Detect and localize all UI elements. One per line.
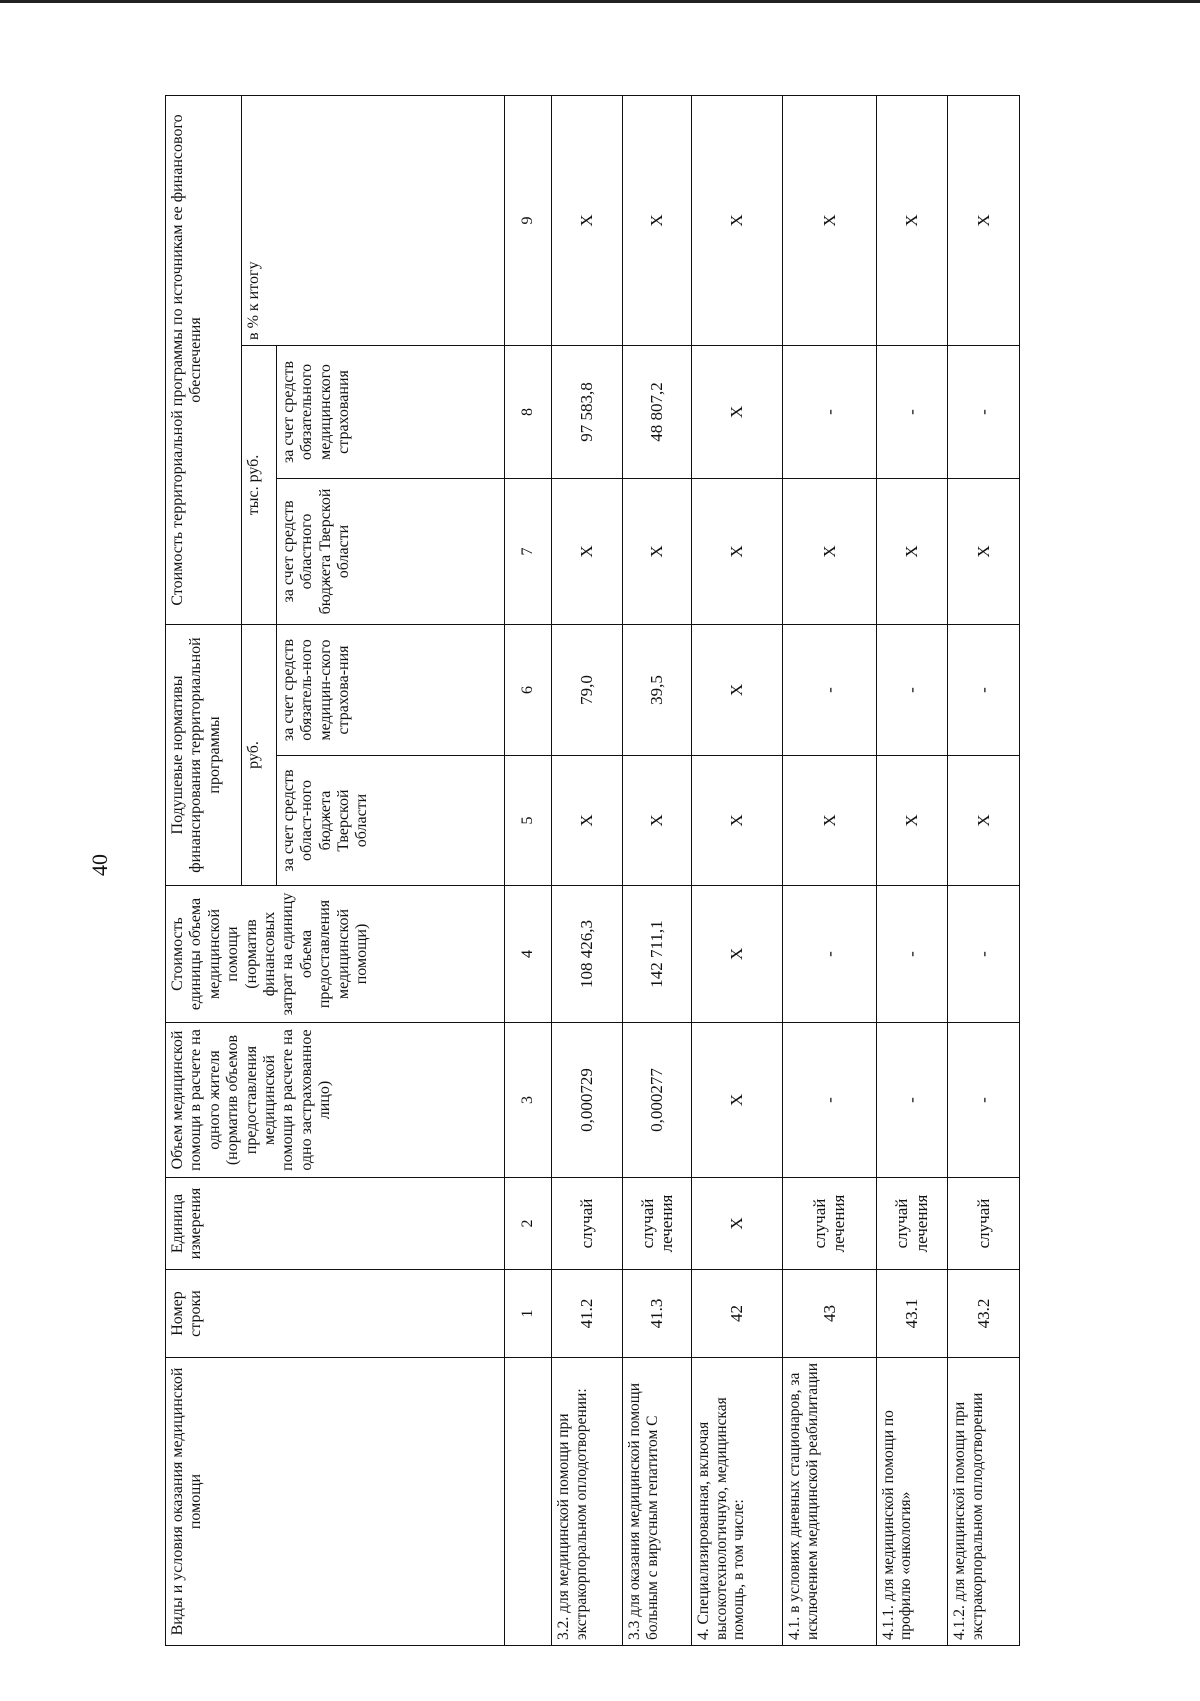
row-name: 3.3 для оказания медицинской помощи больным с вирусным гепатитом С [623,1358,691,1646]
row-number-cell: 41.2 [551,1270,623,1358]
header-percent: в % к итогу [242,95,505,345]
header-prog-oms: за счет средств обязательного медицинского страхования [276,345,504,478]
header-podush-oms: за счет средств обязатель-ного медицин-ского страхова-ния [276,624,504,755]
header-podush-obl: за счет средств област-ного бюджета Тверской области [276,756,504,886]
header-rub: руб. [242,624,277,885]
volume-cell: X [691,1023,782,1178]
per-capita-oms-cell: - [783,624,876,755]
column-number: 2 [504,1178,551,1270]
per-capita-budget-cell: X [783,756,876,886]
header-prog-obl: за счет средств областного бюджета Тверской области [276,478,504,624]
unit-cell: случай лечения [783,1178,876,1270]
per-capita-oms-cell: - [948,624,1020,755]
header-obem: Объем медицинской помощи в расчете на одного жителя (норматив объемов предоставления медицинской помощи в расчете на одно застрахованное лицо) [166,1023,505,1178]
row-name: 3.2. для медицинской помощи при экстракорпоральном оплодотворении: [551,1358,623,1646]
unit-cost-cell: - [783,886,876,1023]
unit-cost-cell: - [948,886,1020,1023]
column-number: 5 [504,756,551,886]
row-number-cell: 41.3 [623,1270,691,1358]
table-row [551,95,623,1645]
unit-cell: случай [551,1178,623,1270]
header-edinica: Единица измерения [166,1178,505,1270]
column-number: 3 [504,1023,551,1178]
per-capita-budget-cell: X [876,756,948,886]
program-oms-cell: - [948,345,1020,478]
percent-cell: X [551,95,623,345]
per-capita-oms-cell: X [691,624,782,755]
unit-cost-cell: - [876,886,948,1023]
per-capita-budget-cell: X [691,756,782,886]
program-budget-cell: X [876,478,948,624]
volume-cell: 0,000277 [623,1023,691,1178]
program-budget-cell: X [948,478,1020,624]
header-podushevye: Подушевые нормативы финансирования территориальной программы [166,624,242,885]
per-capita-budget-cell: X [948,756,1020,886]
percent-cell: X [623,95,691,345]
column-number: 6 [504,624,551,755]
row-name: 4.1.1. для медицинской помощи по профилю «онкология» [876,1358,948,1646]
header-stoimost-programmy: Стоимость территориальной программы по источникам ее финансового обеспечения [166,95,242,624]
column-number: 8 [504,345,551,478]
row-number-cell: 43.2 [948,1270,1020,1358]
row-number-cell: 43 [783,1270,876,1358]
row-name: 4.1.2. для медицинской помощи при экстракорпоральном оплодотворении [948,1358,1020,1646]
unit-cell: X [691,1178,782,1270]
program-budget-cell: X [691,478,782,624]
program-budget-cell: X [783,478,876,624]
volume-cell: 0,000729 [551,1023,623,1178]
volume-cell: - [876,1023,948,1178]
header-vid: Виды и условия оказания медицинской помощи [166,1358,505,1646]
column-number: 1 [504,1270,551,1358]
column-number: 7 [504,478,551,624]
table-row [876,95,948,1645]
per-capita-oms-cell: 79,0 [551,624,623,755]
header-nomer: Номер строки [166,1270,505,1358]
column-number: 4 [504,886,551,1023]
program-oms-cell: 97 583,8 [551,345,623,478]
unit-cell: случай лечения [623,1178,691,1270]
unit-cost-cell: 142 711,1 [623,886,691,1023]
per-capita-budget-cell: X [623,756,691,886]
volume-cell: - [783,1023,876,1178]
table-row [623,95,691,1645]
program-budget-cell: X [551,478,623,624]
percent-cell: X [948,95,1020,345]
table-row [691,95,782,1645]
program-oms-cell: - [876,345,948,478]
percent-cell: X [691,95,782,345]
row-name: 4.1. в условиях дневных стационаров, за исключением медицинской реабилитации [783,1358,876,1646]
unit-cost-cell: X [691,886,782,1023]
table-row [948,95,1020,1645]
per-capita-oms-cell: - [876,624,948,755]
rotated-table-container [165,96,1020,1646]
volume-cell: - [948,1023,1020,1178]
row-number-cell: 43.1 [876,1270,948,1358]
program-oms-cell: - [783,345,876,478]
unit-cost-cell: 108 426,3 [551,886,623,1023]
program-oms-cell: X [691,345,782,478]
per-capita-oms-cell: 39,5 [623,624,691,755]
header-tys-rub: тыс. руб. [242,345,277,624]
financing-table [165,95,1020,1646]
per-capita-budget-cell: X [551,756,623,886]
unit-cell: случай [948,1178,1020,1270]
column-number: 9 [504,95,551,345]
empty-cell [504,1358,551,1646]
scan-edge-line [0,0,1200,3]
program-budget-cell: X [623,478,691,624]
table-row [783,95,876,1645]
column-numbers-row [504,95,551,1645]
percent-cell: X [876,95,948,345]
unit-cell: случай лечения [876,1178,948,1270]
header-stoimost-edinicy: Стоимость единицы объема медицинской помощи (норматив финансовых затрат на единицу объема предоставления медицинской помощи) [166,886,505,1023]
row-number-cell: 42 [691,1270,782,1358]
page-number: 40 [87,854,112,876]
program-oms-cell: 48 807,2 [623,345,691,478]
percent-cell: X [783,95,876,345]
row-name: 4. Специализированная, включая высокотехнологичную, медицинская помощь, в том числе: [691,1358,782,1646]
